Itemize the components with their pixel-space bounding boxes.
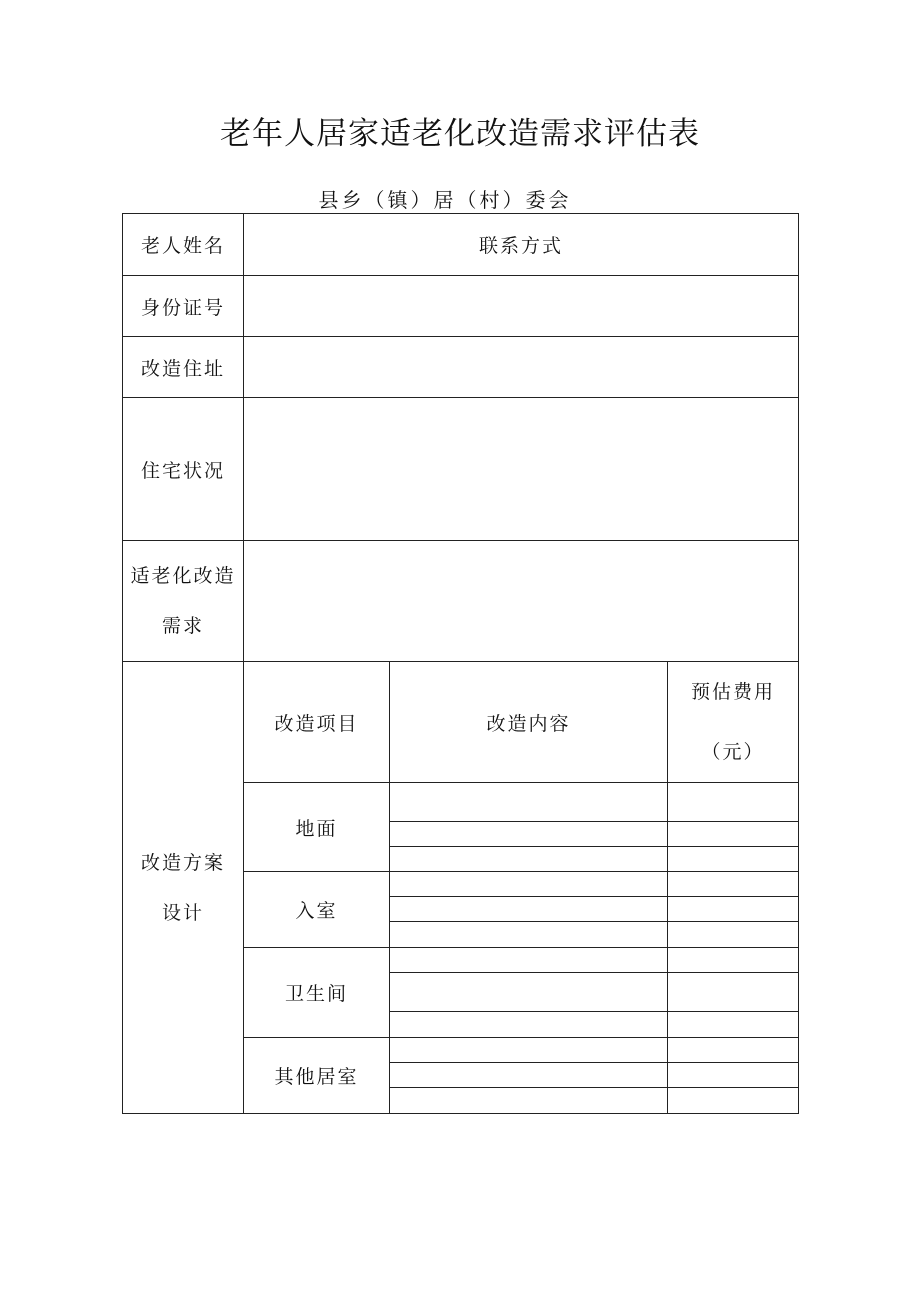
content-cell[interactable]: [390, 897, 668, 922]
content-cell[interactable]: [390, 1012, 668, 1038]
needs-label-cell: [123, 541, 244, 662]
document-title: 老年人居家适老化改造需求评估表: [220, 116, 700, 152]
document-subtitle: 县乡（镇）居（村）委会: [318, 188, 572, 212]
item-header-cell: 改造项目: [244, 662, 390, 783]
needs-label-line2: 需求: [161, 615, 204, 637]
content-cell[interactable]: [390, 1063, 668, 1088]
plan-design-label-cell: [123, 662, 244, 1114]
cost-header-line2: （元）: [701, 741, 765, 763]
name-label-cell: 老人姓名: [123, 214, 244, 276]
content-header-cell: 改造内容: [390, 662, 668, 783]
cost-header-cell: [668, 662, 799, 783]
housing-status-label-cell: 住宅状况: [123, 398, 244, 541]
cost-cell[interactable]: [668, 872, 799, 897]
group-entry-cell: 入室: [244, 872, 390, 948]
address-value-cell[interactable]: [244, 337, 799, 398]
content-cell[interactable]: [390, 973, 668, 1012]
group-bathroom-cell: 卫生间: [244, 948, 390, 1038]
cost-cell[interactable]: [668, 783, 799, 822]
housing-status-value-cell[interactable]: [244, 398, 799, 541]
plan-label-line2: 设计: [161, 901, 204, 924]
content-cell[interactable]: [390, 872, 668, 897]
cost-cell[interactable]: [668, 948, 799, 973]
cost-cell[interactable]: [668, 1012, 799, 1038]
content-cell[interactable]: [390, 783, 668, 822]
content-cell[interactable]: [390, 1038, 668, 1063]
cost-cell[interactable]: [668, 822, 799, 847]
group-floor-cell: 地面: [244, 783, 390, 872]
contact-label-cell: 联系方式: [244, 214, 799, 276]
cost-cell[interactable]: [668, 1038, 799, 1063]
cost-cell[interactable]: [668, 922, 799, 948]
plan-label-line1: 改造方案: [140, 851, 225, 874]
group-other-rooms-cell: 其他居室: [244, 1038, 390, 1114]
cost-header-line1: 预估费用: [691, 681, 776, 703]
content-cell[interactable]: [390, 1088, 668, 1114]
content-cell[interactable]: [390, 948, 668, 973]
needs-label-line1: 适老化改造: [130, 565, 236, 587]
cost-cell[interactable]: [668, 847, 799, 872]
cost-cell[interactable]: [668, 1063, 799, 1088]
content-cell[interactable]: [390, 847, 668, 872]
id-number-label-cell: 身份证号: [123, 276, 244, 337]
cost-cell[interactable]: [668, 973, 799, 1012]
cost-cell[interactable]: [668, 1088, 799, 1114]
content-cell[interactable]: [390, 922, 668, 948]
content-cell[interactable]: [390, 822, 668, 847]
id-number-value-cell[interactable]: [244, 276, 799, 337]
address-label-cell: 改造住址: [123, 337, 244, 398]
assessment-form-table: [122, 213, 799, 1114]
needs-value-cell[interactable]: [244, 541, 799, 662]
cost-cell[interactable]: [668, 897, 799, 922]
